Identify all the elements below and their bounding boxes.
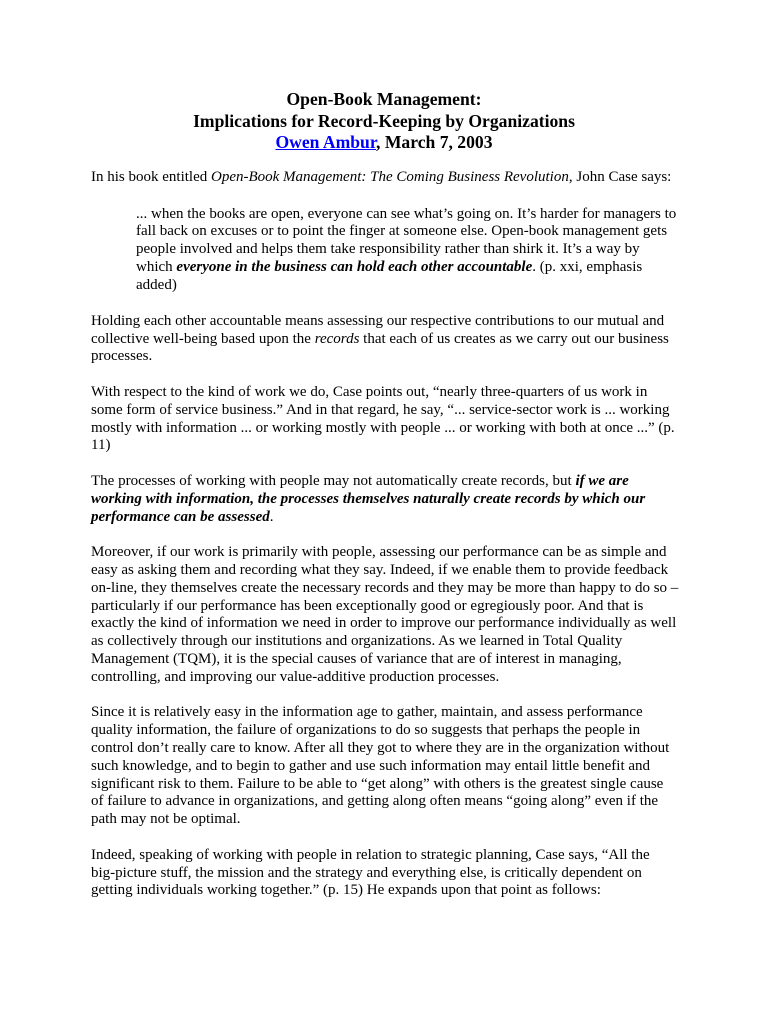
text-line: With respect to the kind of work we do, Case points out, “nearly three-quarters of us work in [91, 384, 648, 401]
text-line: processes. [91, 348, 153, 365]
quote-text: which [136, 259, 177, 276]
paragraph-strategic-planning [91, 847, 677, 900]
text-segment: The processes of working with people may not automatically create records, but [91, 473, 576, 490]
quote-line: ... when the books are open, everyone can see what’s going on. It’s harder for managers to [136, 205, 677, 222]
text-line: easy as asking them and recording what they say. Indeed, if we enable them to provide feedback [91, 562, 669, 579]
emphasized-word: records [314, 330, 360, 347]
text-line: Moreover, if our work is primarily with people, assessing our performance can be as simple and [91, 544, 667, 561]
intro-tail-text: , John Case says: [568, 168, 672, 185]
text-line: exactly the kind of information we need in order to improve our performance individually as well [91, 615, 677, 632]
text-line [91, 473, 677, 491]
quote-line: fall back on excuses or to point the finger at someone else. Open-book management gets [136, 223, 668, 240]
text-line: some form of service business.” And in that regard, he say, “... service-sector work is ... working [91, 401, 670, 418]
text-line [91, 331, 677, 349]
text-line [91, 509, 677, 527]
text-line: 11) [91, 437, 111, 454]
document-title: Open-Book Management: [286, 89, 482, 109]
text-line: getting individuals working together.” (p. 15) He expands upon that point as follows: [91, 882, 601, 899]
text-line: quality information, the failure of organizations to do so suggests that perhaps the people in [91, 722, 641, 739]
book-title: Open-Book Management: The Coming Business Revolution [211, 168, 569, 185]
text-line: Holding each other accountable means assessing our respective contributions to our mutual and [91, 312, 665, 329]
author-link[interactable]: Owen Ambur [275, 132, 377, 152]
emphasized-text: everyone in the business can hold each other accountable [176, 259, 533, 276]
intro-paragraph [91, 169, 677, 187]
document-subtitle: Implications for Record-Keeping by Organizations [193, 110, 575, 131]
quote-line: added) [136, 276, 177, 293]
text-segment: . [269, 508, 274, 525]
text-line: Since it is relatively easy in the information age to gather, maintain, and assess performance [91, 704, 643, 721]
text-line: Management (TQM), it is the special causes of variance that are of interest in managing, [91, 651, 622, 667]
paragraph-processes [91, 473, 677, 526]
text-line: control don’t really care to know. After all they got to where they are in the organization without [91, 739, 670, 756]
text-line: big-picture stuff, the mission and the strategy and everything else, is critically dependent on [91, 864, 642, 881]
text-line: particularly if our performance has been exceptionally good or egregiously poor. And that is [91, 597, 644, 614]
paragraph-feedback [91, 544, 677, 686]
text-line: Indeed, speaking of working with people in relation to strategic planning, Case says, “All the [91, 846, 650, 863]
paragraph-accountability [91, 313, 677, 366]
emphasized-text: if we are [575, 473, 629, 490]
quote-line [136, 259, 677, 277]
text-line: significant risk to them. Failure to be able to “get along” with others is the greatest single cause [91, 775, 664, 792]
document-header [91, 89, 677, 154]
publication-date: , March 7, 2003 [376, 132, 493, 152]
text-segment: collective well-being based upon the [91, 330, 315, 347]
text-line: of failure to advance in organizations, and getting along often means “going along” even if the [91, 793, 659, 810]
text-line: such knowledge, and to begin to gather and use such information may entail little benefit and [91, 757, 651, 774]
paragraph-information-age [91, 704, 677, 829]
emphasized-text: performance can be assessed [91, 508, 270, 525]
quote-line: people involved and helps them take responsibility rather than shirk it. It’s a way by [136, 241, 640, 258]
citation-text: . (p. xxi, emphasis [532, 259, 643, 276]
text-line [91, 169, 677, 187]
text-line: working with information, the processes themselves naturally create records by which our [91, 490, 646, 507]
text-line: path may not be optimal. [91, 811, 241, 828]
text-line: on-line, they themselves create the necessary records and they may be more than happy to do so – [91, 579, 679, 596]
text-segment: that each of us creates as we carry out our business [359, 330, 669, 347]
text-line: mostly with information ... or working mostly with people ... or working with both at once ...” (p. [91, 419, 675, 436]
intro-lead-text: In his book entitled [91, 168, 211, 185]
text-line: controlling, and improving our value-additive production processes. [91, 668, 500, 685]
paragraph-service-work [91, 384, 677, 455]
byline [91, 132, 677, 154]
block-quote [91, 206, 677, 295]
text-line: as collectively through our institutions and organizations. As we learned in Total Quality [91, 633, 623, 650]
